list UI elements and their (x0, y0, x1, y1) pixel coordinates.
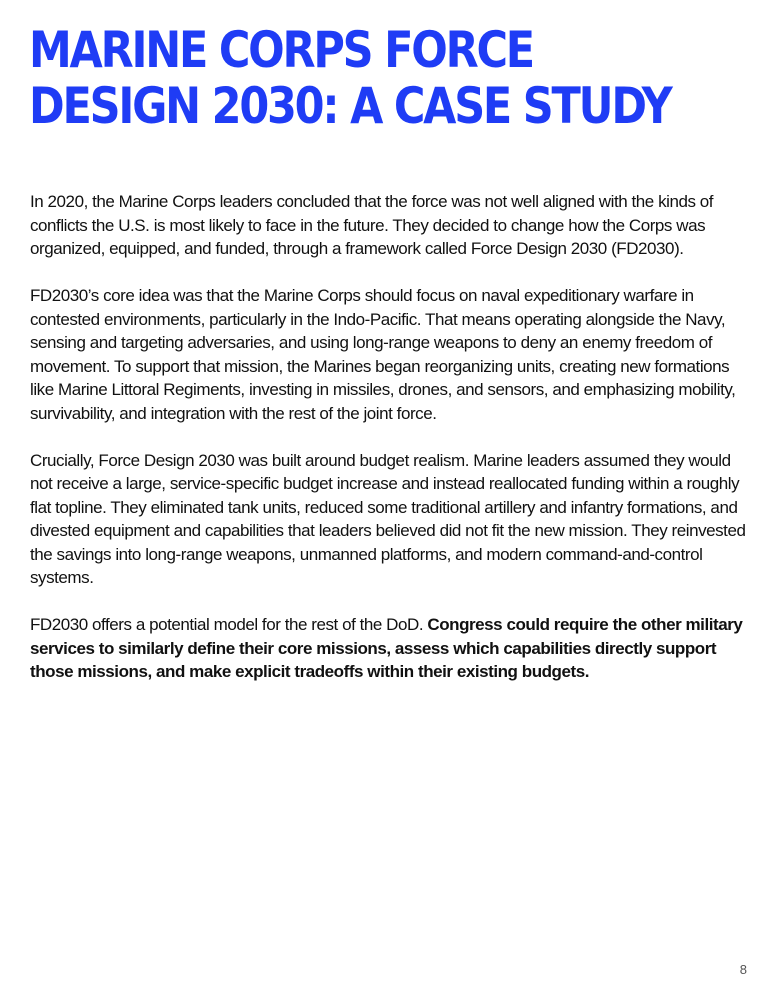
page-number: 8 (739, 962, 747, 977)
paragraph-2: FD2030’s core idea was that the Marine Corps should focus on naval expeditionary warfare in contested environments, particularly in the Indo-Pacific. That means operating alongside the Navy, sensing and targeting adversaries, and using long-range weapons to deny an enemy freedom of movement. To support that mission, the Marines began reorganizing units, creating new formations like Marine Littoral Regiments, investing in missiles, drones, and sensors, and emphasizing mobility, survivability, and integration with the rest of the joint force. (30, 286, 736, 423)
title-line-1: MARINE CORPS FORCE (29, 21, 533, 79)
paragraph-4-intro: FD2030 offers a potential model for the rest of the DoD. (30, 615, 428, 634)
paragraph-1: In 2020, the Marine Corps leaders concluded that the force was not well aligned with the kinds of conflicts the U.S. is most likely to face in the future. They decided to change how the Corps was organized, equipped, and funded, through a framework called Force Design 2030 (FD2030). (30, 192, 714, 258)
body-text (30, 190, 750, 707)
paragraph-4 (30, 613, 750, 684)
paragraph-3: Crucially, Force Design 2030 was built around budget realism. Marine leaders assumed they would not receive a large, service-specific budget increase and instead reallocated funding within a roughly flat topline. They eliminated tank units, reduced some traditional artillery and infantry formations, and divested equipment and capabilities that leaders believed did not fit the new mission. They reinvested the savings into long-range weapons, unmanned platforms, and modern command-and-control systems. (30, 450, 746, 587)
page-title (29, 21, 671, 135)
title-line-2: DESIGN 2030: A CASE STUDY (29, 77, 671, 135)
paragraph-4-recommendation: Congress could require the other military services to similarly define their core missions, assess which capabilities directly support those missions, and make explicit tradeoffs within their existing budgets. (30, 615, 743, 681)
